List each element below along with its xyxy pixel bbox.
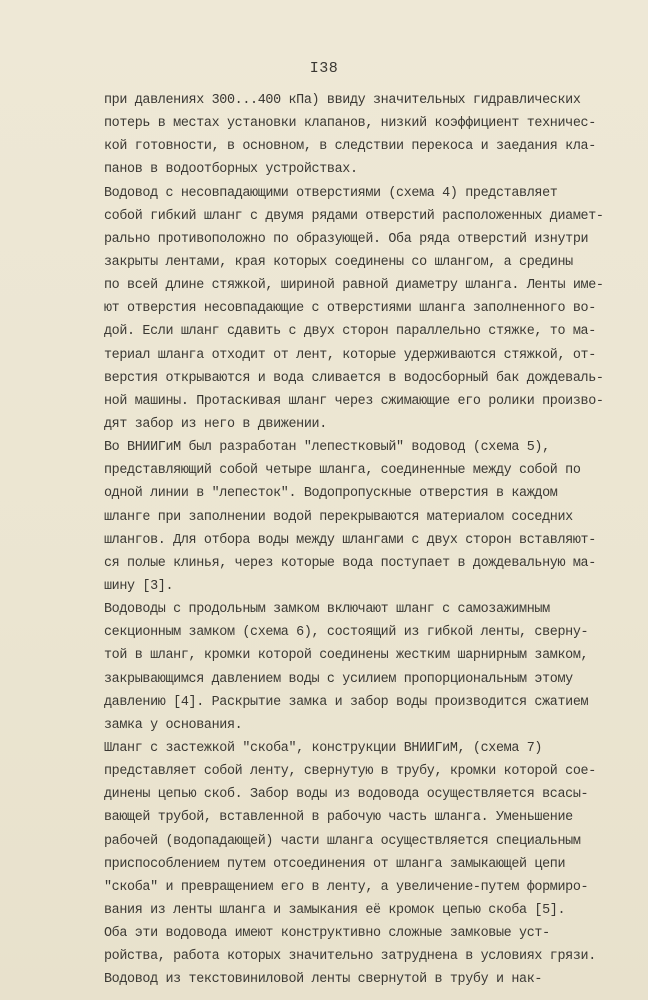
text-line: по всей длине стяжкой, шириной равной диаметру шланга. Ленты име- bbox=[104, 278, 604, 294]
text-line: Шланг с застежкой "скоба", конструкции ВНИИГиМ, (схема 7) bbox=[104, 740, 543, 756]
text-line: Водоводы с продольным замком включают шланг с самозажимным bbox=[104, 602, 550, 618]
text-line: замка у основания. bbox=[104, 717, 243, 733]
text-line: Водовод из текстовиниловой ленты свернутой в трубу и нак- bbox=[104, 972, 543, 988]
text-line: Оба эти водовода имеют конструктивно сложные замковые уст- bbox=[104, 926, 550, 942]
text-line: представляющий собой четыре шланга, соединенные между собой по bbox=[104, 463, 581, 479]
text-line: вания из ленты шланга и замыкания её кромок цепью скоба [5]. bbox=[104, 902, 566, 918]
text-line: дят забор из него в движении. bbox=[104, 416, 327, 432]
text-line: верстия открываются и вода сливается в водосборный бак дождеваль- bbox=[104, 370, 604, 386]
text-line: закрывающимся давлением воды с усилием пропорциональным этому bbox=[104, 671, 573, 687]
text-line: той в шланг, кромки которой соединены жестким шарнирным замком, bbox=[104, 648, 589, 664]
text-line: динены цепью скоб. Забор воды из водовода осуществляется всасы- bbox=[104, 787, 589, 803]
text-line: панов в водоотборных устройствах. bbox=[104, 162, 358, 178]
text-line: шлангов. Для отбора воды между шлангами с двух сторон вставляют- bbox=[104, 532, 596, 548]
text-line: шину [3]. bbox=[104, 578, 174, 594]
body-text bbox=[104, 89, 604, 991]
text-line: при давлениях 300...400 кПа) ввиду значительных гидравлических bbox=[104, 93, 581, 108]
text-line: давлению [4]. Раскрытие замка и забор воды производится сжатием bbox=[104, 694, 589, 710]
text-line: рабочей (водопадающей) части шланга осуществляется специальным bbox=[104, 833, 581, 849]
text-line: ной машины. Протаскивая шланг через сжимающие его ролики произво- bbox=[104, 393, 604, 409]
text-line: ся полые клинья, через которые вода поступает в дождевальную ма- bbox=[104, 555, 596, 571]
text-line: шланге при заполнении водой перекрываются материалом соседних bbox=[104, 509, 573, 525]
text-line: вающей трубой, вставленной в рабочую часть шланга. Уменьшение bbox=[104, 810, 573, 826]
text-line: "скоба" и превращением его в ленту, а увеличение-путем формиро- bbox=[104, 879, 589, 895]
text-line: собой гибкий шланг с двумя рядами отверстий расположенных диамет- bbox=[104, 208, 604, 224]
text-line: одной линии в "лепесток". Водопропускные отверстия в каждом bbox=[104, 486, 558, 502]
text-line: ройства, работа которых значительно затруднена в условиях грязи. bbox=[104, 949, 596, 965]
text-line: потерь в местах установки клапанов, низкий коэффициент техничес- bbox=[104, 116, 596, 132]
text-line: секционным замком (схема 6), состоящий из гибкой ленты, сверну- bbox=[104, 625, 589, 641]
text-line: приспособлением путем отсоединения от шланга замыкающей цепи bbox=[104, 856, 566, 872]
text-line: териал шланга отходит от лент, которые удерживаются стяжкой, от- bbox=[104, 347, 596, 363]
page-number: I38 bbox=[309, 60, 339, 77]
text-line: дой. Если шланг сдавить с двух сторон параллельно стяжке, то ма- bbox=[104, 324, 596, 340]
text-line: представляет собой ленту, свернутую в трубу, кромки которой сое- bbox=[104, 764, 596, 780]
text-line: закрыты лентами, края которых соединены со шлангом, а средины bbox=[104, 254, 573, 270]
text-line: ют отверстия несовпадающие с отверстиями шланга заполненного во- bbox=[104, 301, 596, 317]
text-line: Водовод с несовпадающими отверстиями (схема 4) представляет bbox=[104, 185, 558, 201]
text-line: Во ВНИИГиМ был разработан "лепестковый" водовод (схема 5), bbox=[104, 440, 550, 456]
text-line: рально противоположно по образующей. Оба ряда отверстий изнутри bbox=[104, 231, 589, 247]
text-line: кой готовности, в основном, в следствии перекоса и заедания кла- bbox=[104, 139, 596, 155]
